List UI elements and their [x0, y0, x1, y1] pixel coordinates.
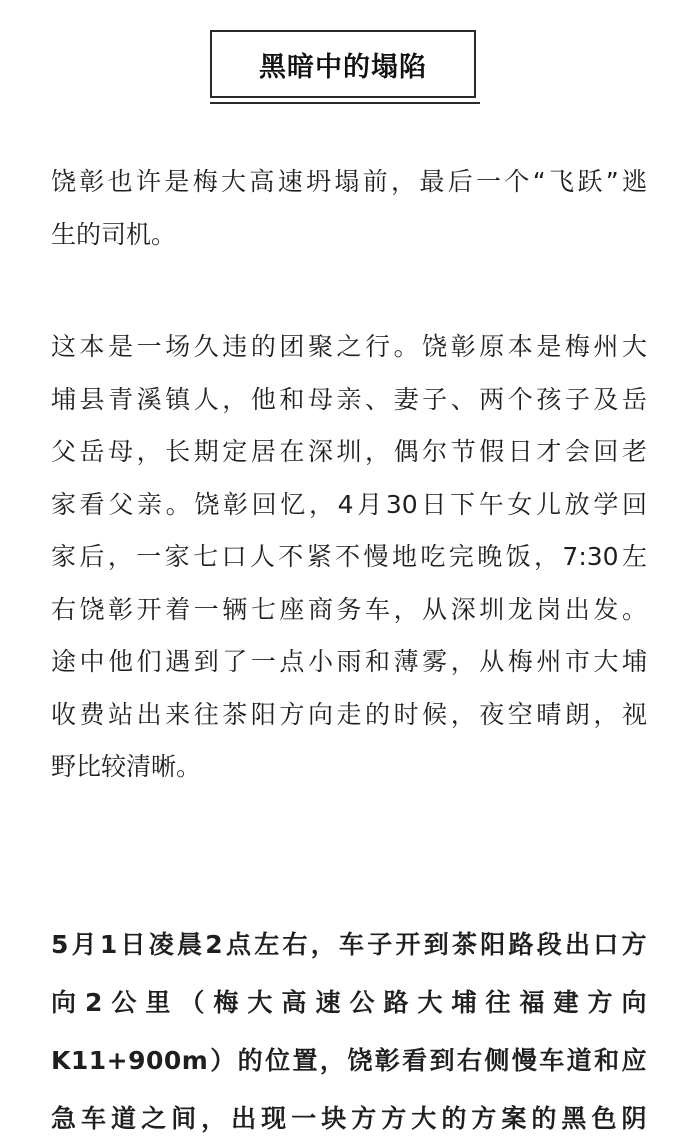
paragraph-line: 5月1日凌晨2点左右，车子开到茶阳路段出口方	[51, 930, 647, 959]
title-underline	[210, 102, 480, 104]
paragraph-line: 埔县青溪镇人，他和母亲、妻子、两个孩子及岳	[51, 384, 647, 414]
paragraph-line: 饶彰也许是梅大高速坍塌前，最后一个“飞跃”逃	[51, 167, 647, 196]
paragraph-line: 家后，一家七口人不紧不慢地吃完晚饭，7:30左	[51, 542, 647, 571]
paragraph-1	[51, 156, 647, 261]
paragraph-2	[51, 321, 647, 794]
paragraph-line: 野比较清晰。	[51, 752, 202, 781]
paragraph-line: 家看父亲。饶彰回忆，4月30日下午女儿放学回	[51, 489, 647, 519]
paragraph-line: 右饶彰开着一辆七座商务车，从深圳龙岗出发。	[51, 594, 647, 624]
paragraph-line: 这本是一场久违的团聚之行。饶彰原本是梅州大	[51, 332, 647, 361]
paragraph-line: 父岳母，长期定居在深圳，偶尔节假日才会回老	[51, 437, 647, 466]
paragraph-line: 途中他们遇到了一点小雨和薄雾，从梅州市大埔	[51, 647, 647, 676]
title-box	[210, 30, 476, 98]
paragraph-line: 急车道之间，出现一块方方大的方案的黑色阴	[51, 1104, 647, 1133]
paragraph-line: K11+900m）的位置，饶彰看到右侧慢车道和应	[51, 1046, 647, 1075]
paragraph-line: 向2公里（梅大高速公路大埔往福建方向	[51, 988, 647, 1017]
paragraph-line: 收费站出来往茶阳方向走的时候，夜空晴朗，视	[51, 699, 647, 729]
paragraph-line: 生的司机。	[51, 219, 177, 249]
article-title: 黑暗中的塌陷	[259, 51, 427, 83]
paragraph-3	[51, 916, 647, 1148]
